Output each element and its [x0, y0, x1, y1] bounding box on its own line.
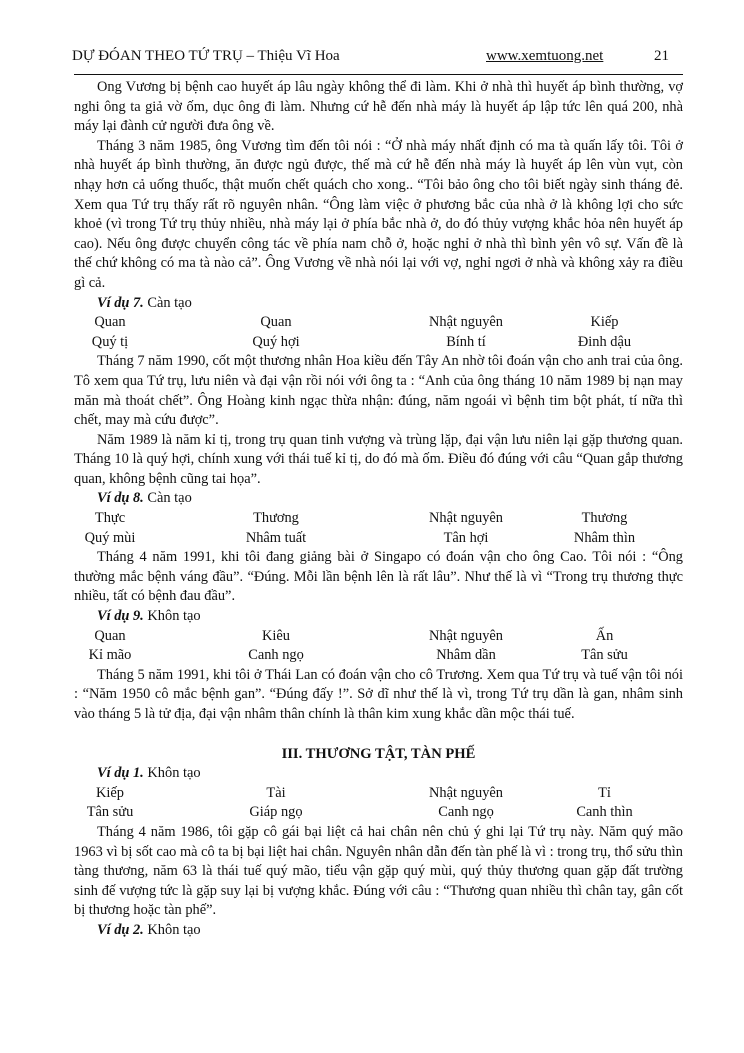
pillar-cell: Thương — [253, 510, 299, 527]
pillar-cell: Nhật nguyên — [429, 510, 503, 527]
page-number: 21 — [654, 48, 669, 64]
example-kind: Càn tạo — [147, 490, 192, 507]
pillar-cell: Canh ngọ — [438, 804, 494, 821]
example-label: Ví dụ 1. — [97, 765, 144, 782]
pillar-cell: Kiếp — [590, 314, 619, 331]
section-heading: III. THƯƠNG TẬT, TÀN PHẾ — [281, 745, 476, 762]
pillar-cell: Kiêu — [262, 627, 290, 644]
paragraph: Tháng 4 năm 1986, tôi gặp cô gái bại liệt cả hai chân nên chủ ý ghi lại Tứ trụ này. Năm quý mão 1963 vì bị sốt cao mà cô ta bị bại liệt hai chân. Nguyên nhân dẫn đến tàn phế là vì : trong trụ, thổ sửu thìn tàng thương, năm 63 là thái tuế quý mão, tiểu vận gặp quý mùi, quý thủy thương quan gặp đất trường sinh đế vượng tức là gặp suy lại bị vượng khắc. Đúng với câu : “Thương quan nhiều thì chân tay, gân cốt bị thương hoặc tàn phế”. — [74, 823, 683, 919]
paragraph: Năm 1989 là năm kỉ tị, trong trụ quan tinh vượng và trùng lặp, đại vận lưu niên lại gặp thương quan. Tháng 10 là quý hợi, chính xung với thái tuế kỉ tị, do đó mà ốm. Điều đó đúng với câu “Quan gắp thương quan, không bệnh cũng tai họa”. — [74, 431, 683, 487]
pillar-cell: Quan — [260, 314, 292, 331]
page-body — [74, 78, 683, 941]
pillar-cell: Canh thìn — [576, 804, 633, 821]
pillar-cell: Tân hợi — [443, 529, 489, 546]
example-label: Ví dụ 9. — [97, 608, 144, 625]
paragraph: Tháng 3 năm 1985, ông Vương tìm đến tôi nói : “Ở nhà máy nhất định có ma tà quấn lấy tôi. Tôi ở nhà huyết áp bình thường, ăn được ngủ được, thế mà cứ hễ đến nhà máy là huyết áp lên vùn vụt, còn nhạy hơn cả uống thuốc, thật muốn chết quách cho xong.. “Tôi bảo ông cho tôi biết ngày sinh tháng đẻ. Xem qua Tứ trụ thấy rất rõ nguyên nhân. “Ông làm việc ở phương bắc của nhà ở là không lợi cho sức khoẻ (vì trong Tứ trụ thủy nhiều, nhà máy lại ở phía bắc nhà ở, do đó thủy vượng khắc hỏa nên huyết áp cao). Nếu ông được chuyển công tác về phía nam chỗ ở, hoặc nghỉ ở nhà thì bình yên vô sự. Vấn đề là thế chứ không có ma tà nào cả”. Ông Vương về nhà nói lại với vợ, nghỉ ngơi ở nhà và không xảy ra điều gì cả. — [74, 137, 683, 291]
pillar-cell: Kiếp — [96, 784, 124, 801]
pillar-cell: Nhâm thìn — [573, 529, 636, 546]
pillar-cell: Nhật nguyên — [429, 784, 503, 801]
example-label: Ví dụ 2. — [97, 921, 144, 938]
example-kind: Khôn tạo — [147, 921, 201, 938]
book-title: DỰ ĐÓAN THEO TỨ TRỤ – Thiệu Vĩ Hoa — [72, 48, 340, 64]
pillar-cell: Thực — [94, 510, 126, 527]
pillar-cell: Quý mùi — [84, 529, 136, 546]
pillar-cell: Nhật nguyên — [429, 627, 503, 644]
paragraph: Ong Vương bị bệnh cao huyết áp lâu ngày không thể đi làm. Khi ở nhà thì huyết áp bình thường, vợ nghi ông ta giả vờ ốm, dục ông đi làm. Nhưng cứ hễ đến nhà máy là huyết áp lập tức lên quá 200, nhà máy lại đành cử người đưa ông về. — [74, 79, 683, 135]
pillar-cell: Nhâm dần — [436, 647, 496, 664]
example-heading — [74, 489, 683, 509]
pillar-cell: Tân sửu — [86, 804, 134, 821]
pillar-cell: Kỉ mão — [88, 647, 132, 664]
pillar-cell: Nhâm tuất — [245, 529, 307, 546]
pillar-cell: Quý hợi — [252, 333, 300, 350]
pillar-cell: Tài — [266, 784, 286, 801]
website-link[interactable]: www.xemtuong.net — [486, 48, 604, 64]
example-kind: Khôn tạo — [147, 608, 201, 625]
example-kind: Khôn tạo — [147, 765, 201, 782]
paragraph: Tháng 5 năm 1991, khi tôi ở Thái Lan có đoán vận cho cô Trương. Xem qua Tứ trụ và tuế vận tôi nói : “Năm 1950 cô mắc bệnh gan”. “Đúng đấy !”. Sở dĩ như thế là vì, trong Tứ trụ dần là gan, nhâm sinh vào tháng 5 là tử địa, đại vận nhâm thân chính là thân kim xung khắc dần mộc thái tuế. — [74, 666, 683, 722]
pillar-table — [74, 509, 683, 548]
example-heading — [74, 294, 683, 314]
pillar-cell: Tân sửu — [581, 647, 628, 664]
pillar-cell: Quan — [94, 627, 126, 644]
pillar-cell: Tỉ — [598, 784, 611, 801]
page-header — [74, 45, 683, 67]
example-label: Ví dụ 7. — [97, 294, 144, 311]
example-label: Ví dụ 8. — [97, 490, 144, 507]
pillar-cell: Nhật nguyên — [429, 314, 503, 331]
pillar-table — [74, 627, 683, 666]
example-heading — [74, 607, 683, 627]
example-heading — [74, 764, 683, 784]
paragraph: Tháng 4 năm 1991, khi tôi đang giảng bài ở Singapo có đoán vận cho ông Cao. Tôi nói : “Ông thường mắc bệnh váng đầu”. “Đúng. Mỗi lần bệnh lên là rất lâu”. Như thế là vì “Trong trụ thương thực nhiều, tất có bệnh đau đầu”. — [74, 549, 683, 605]
pillar-cell: Thương — [581, 510, 628, 527]
pillar-cell: Ấn — [595, 627, 614, 644]
pillar-cell: Quý tị — [91, 333, 129, 350]
pillar-cell: Canh ngọ — [248, 647, 304, 664]
header-divider — [74, 74, 683, 75]
paragraph: Tháng 7 năm 1990, cốt một thương nhân Hoa kiều đến Tây An nhờ tôi đoán vận cho anh trai của ông. Tô xem qua Tứ trụ, lưu niên và đại vận rồi nói với ông ta : “Anh của ông tháng 10 năm 1989 bị nạn may măn mà thoát chết”. Ông Hoàng kinh ngạc thừa nhận: đúng, năm ngoái vì bệnh tim bột phát, tí nữa thì chết, may mà cứu được”. — [74, 353, 683, 429]
pillar-table — [74, 313, 683, 352]
pillar-cell: Đinh dậu — [577, 333, 632, 350]
pillar-cell: Quan — [94, 314, 126, 331]
pillar-cell: Giáp ngọ — [249, 804, 303, 821]
pillar-table — [74, 784, 683, 823]
example-heading — [74, 921, 683, 941]
example-kind: Càn tạo — [147, 294, 192, 311]
pillar-cell: Bính tí — [446, 333, 486, 350]
